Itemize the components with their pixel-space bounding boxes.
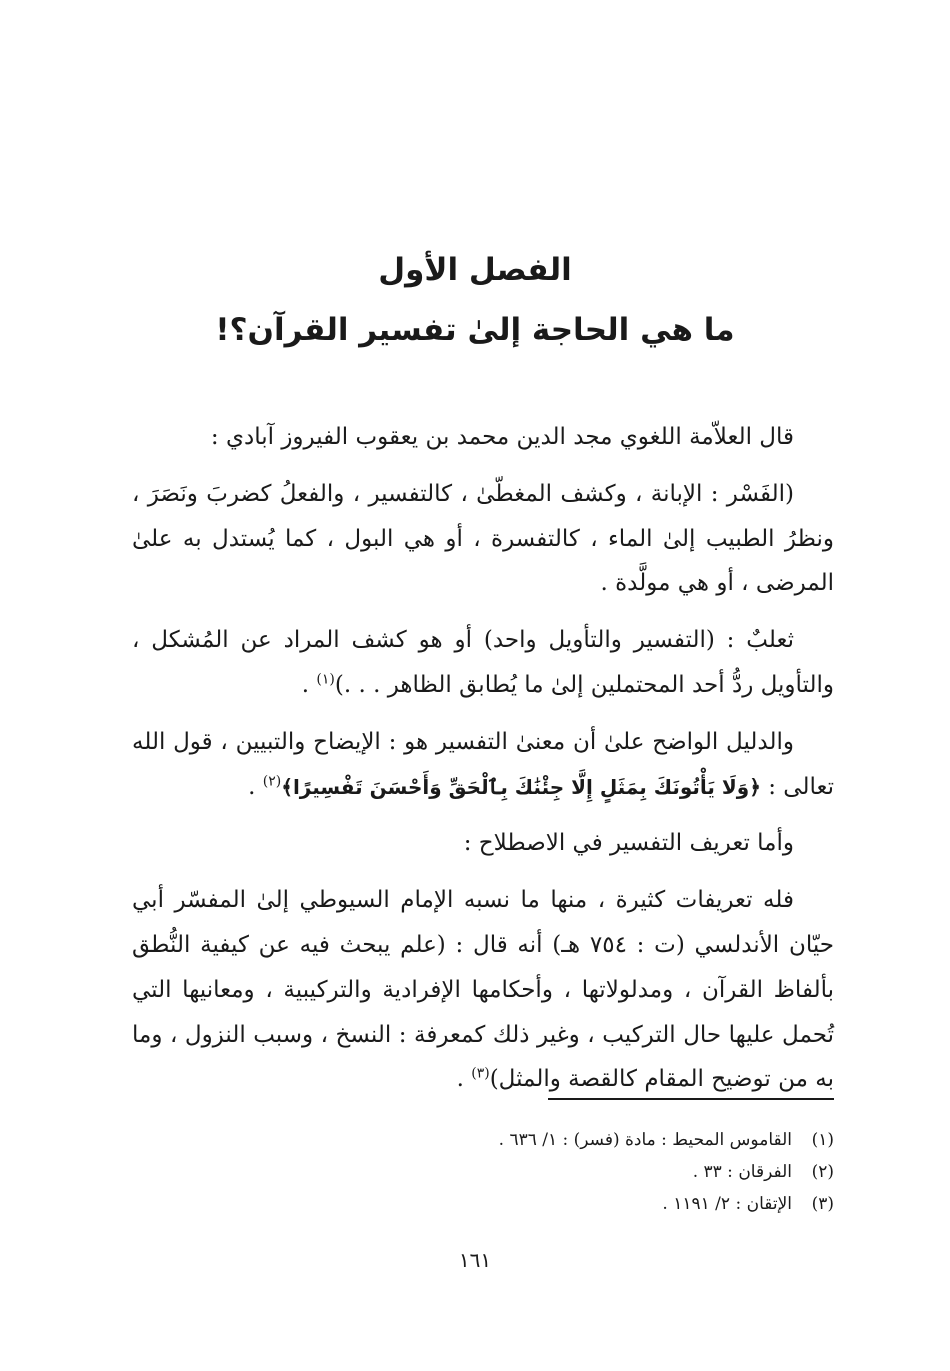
paragraph-intro <box>132 415 834 460</box>
paragraph-text: وأما تعريف التفسير في الاصطلاح : <box>463 830 794 857</box>
paragraph-text: ثعلبٌ : (التفسير والتأويل واحد) أو هو كشف المراد عن المُشكل ، والتأويل ردُّ أحد المحتملين إلىٰ ما يُطابق الظاهر . . .) <box>132 627 834 698</box>
footnote-ref-1[interactable]: (١) <box>316 671 335 688</box>
footnote-text: القاموس المحيط : مادة (فسر) : ١/ ٦٣٦ . <box>498 1130 792 1150</box>
chapter-title: الفصل الأول <box>378 252 572 288</box>
quran-verse: ﴿وَلَا يَأْتُونَكَ بِمَثَلٍ إِلَّا جِئْنَٰكَ بِٱلْحَقِّ وَأَحْسَنَ تَفْسِيرًا﴾ <box>281 774 761 799</box>
chapter-subtitle: ما هي الحاجة إلىٰ تفسير القرآن؟! <box>215 312 735 348</box>
paragraph-evidence <box>132 720 834 810</box>
footnote-text: الفرقان : ٣٣ . <box>692 1162 792 1182</box>
paragraph-dictionary-quote <box>132 472 834 606</box>
paragraph-tail: . <box>456 1066 472 1093</box>
footnote-item <box>334 1124 834 1156</box>
page-number: ١٦١ <box>458 1248 492 1272</box>
footnote-number: (٣) <box>811 1194 834 1214</box>
paragraph-terminology-heading <box>132 821 834 866</box>
footnote-divider <box>548 1098 834 1100</box>
paragraph-text: (الفَسْر : الإبانة ، وكشف المغطّىٰ ، كالتفسير ، والفعلُ كضربَ ونَصَرَ ، ونظرُ الطبيب إلىٰ الماء ، كالتفسرة ، أو هي البول ، كما يُستدل به علىٰ المرضى ، أو هي مولَّدة . <box>132 480 834 597</box>
paragraph-tail: . <box>248 773 263 800</box>
body-text <box>132 415 834 1114</box>
paragraph-text: فله تعريفات كثيرة ، منها ما نسبه الإمام السيوطي إلىٰ المفسّر أبي حيّان الأندلسي (ت : ٧٥٤ هـ) أنه قال : (علم يبحث فيه عن كيفية النُّطق بألفاظ القرآن ، ومدلولاتها ، وأحكامها الإفرادية والتركيبية ، ومعانيها التي تُحمل عليها حال التركيب ، وغير ذلك كمعرفة : النسخ ، وسبب النزول ، وما به من توضيح المقام كالقصة والمثل) <box>132 887 834 1093</box>
paragraph-text: والدليل الواضح علىٰ أن معنىٰ التفسير هو : الإيضاح والتبيين ، قول الله تعالى : <box>132 728 834 800</box>
footnote-number: (١) <box>811 1130 834 1150</box>
paragraph-thalab <box>132 618 834 708</box>
footnote-item <box>334 1156 834 1188</box>
footnote-item <box>334 1188 834 1220</box>
footnotes <box>334 1124 834 1220</box>
footnote-ref-2[interactable]: (٢) <box>262 772 282 789</box>
footnote-number: (٢) <box>811 1162 834 1182</box>
paragraph-definitions <box>132 878 834 1102</box>
footnote-ref-3[interactable]: (٣) <box>471 1065 490 1082</box>
chapter-heading <box>120 240 830 360</box>
paragraph-text: قال العلاّمة اللغوي مجد الدين محمد بن يعقوب الفيروز آبادي : <box>210 424 794 450</box>
paragraph-tail: . <box>301 671 317 698</box>
footnote-text: الإتقان : ٢/ ١١٩١ . <box>662 1194 792 1214</box>
